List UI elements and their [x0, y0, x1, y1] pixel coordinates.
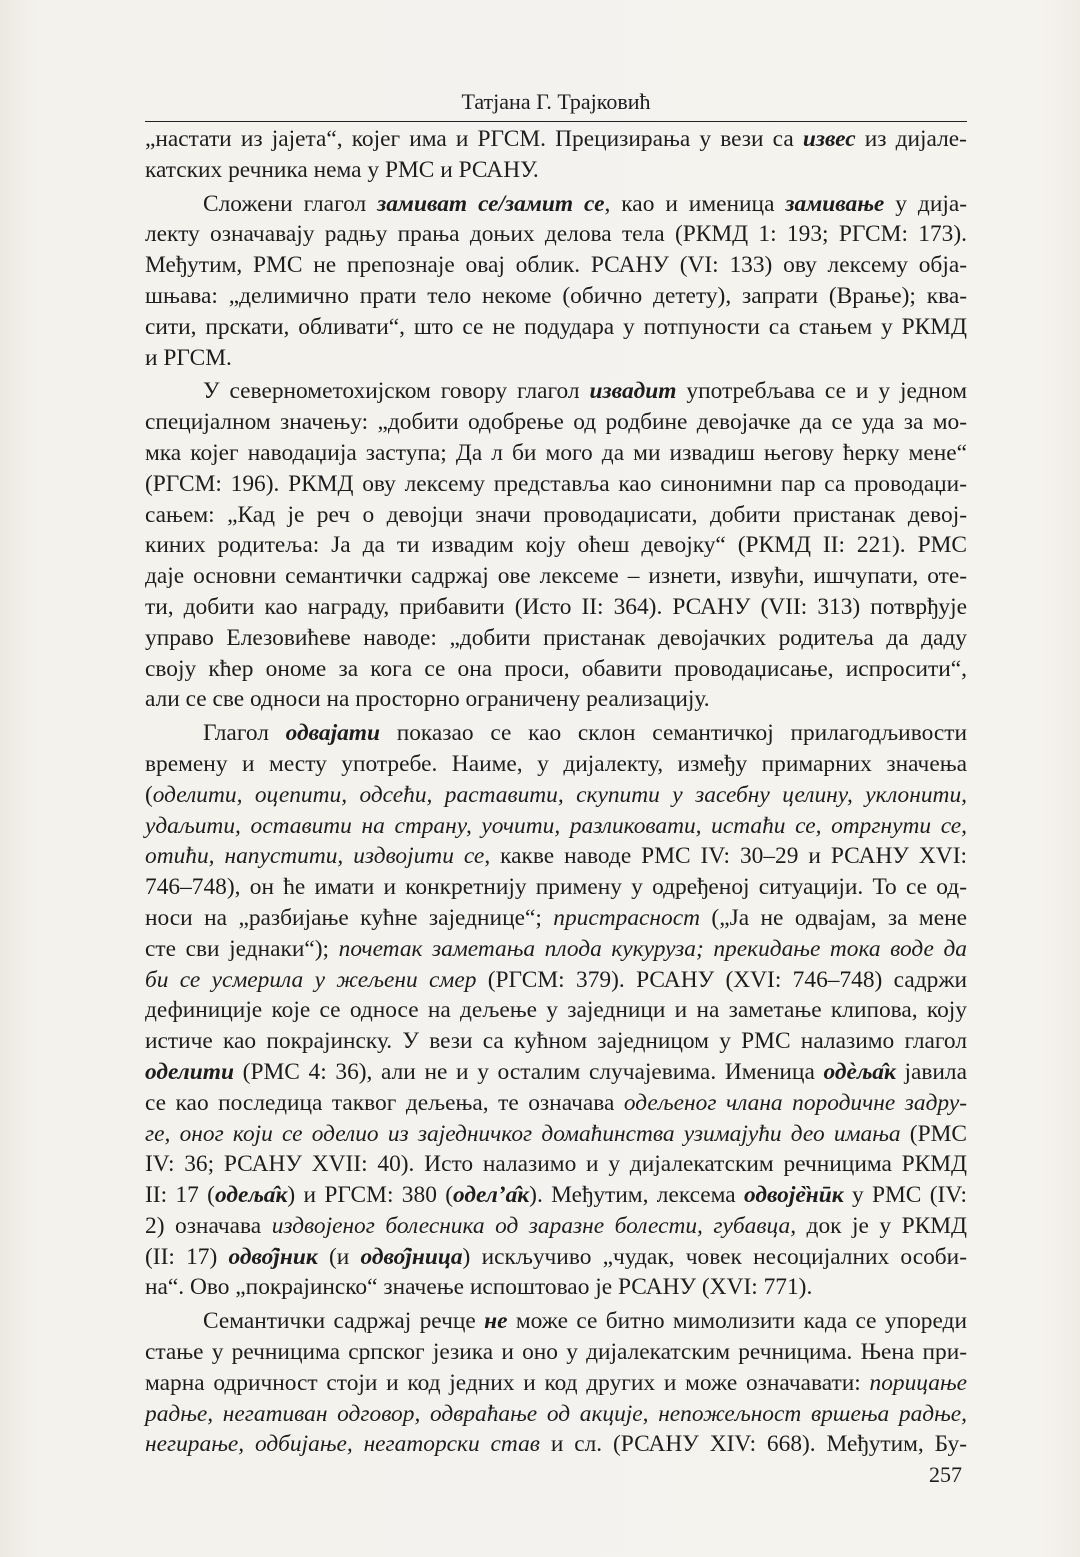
text-line: лекту означавају радњу прања доњих делова тела (РКМД 1: 193; РГСМ: 173). [145, 221, 967, 248]
text-line: (II: 17) одво̂јник (и одво̂јница) искључиво „чудак, човек несоцијалних особи- [145, 1243, 967, 1270]
text-line: Семантички садржај речце не може се битно мимолизити када се упореди [203, 1308, 967, 1335]
text-line: 746–748), он ће имати и конкретнију примену у одређеној ситуацији. То се од- [145, 874, 967, 901]
text-line: би се усмерила у жељени смер (РГСМ: 379). РСАНУ (XVI: 746–748) садржи [145, 966, 967, 993]
text-line: IV: 36; РСАНУ XVII: 40). Исто налазимо и у дијалекатским речницима РКМД [145, 1151, 967, 1178]
text-line: ге, оног који се оделио из заједничког домаћинства узимајући део имања (РМС [145, 1120, 967, 1147]
text-line: на“. Ово „покрајинско“ значење испоштовао је РСАНУ (XVI: 771). [145, 1274, 813, 1301]
page-number: 257 [929, 1462, 962, 1487]
text-line: сити, прскати, обливати“, што се не подудара у потпуности са стањем у РКМД [145, 313, 967, 340]
text-line: оделити (РМС 4: 36), али не и у осталим случајевима. Именица одѐља̂к јавила [145, 1058, 967, 1085]
text-line: У севернометохијском говору глагол извадит употребљава се и у једном [203, 378, 967, 405]
running-head-author: Татјана Г. Трајковић [461, 89, 651, 114]
text-line: се као последица таквог дељења, те означава одељеног члана породичне задру- [145, 1089, 967, 1116]
text-line: (РГСМ: 196). РКМД ову лексему представља као синонимни пар са проводаџи- [145, 470, 967, 497]
text-line: (оделити, оцепити, одсећи, раставити, скупити у засебну целину, уклонити, [145, 781, 967, 808]
text-line: управо Елезовићеве наводе: „добити пристанак девојачких родитеља да даду [145, 624, 967, 651]
text-line: дефиниције које се односе на дељење у заједници и на заметање клипова, коју [145, 997, 967, 1024]
text-line: и РГСМ. [145, 344, 232, 371]
text-line: носи на „разбијање кућне заједнице“; пристрасност („Ја не одвајам, за мене [145, 904, 967, 931]
header-rule [145, 121, 967, 122]
text-line: своју кћер ономе за кога се она проси, обавити проводаџисање, испросити“, [145, 655, 967, 682]
text-line: марна одричност стоји и код једних и код других и може означавати: порицање [145, 1369, 967, 1396]
text-line: шњава: „делимично прати тело некоме (обично детету), запрати (Врање); ква- [145, 282, 967, 309]
text-line: радње, негативан одговор, одвраћање од акције, непожељност вршења радње, [145, 1400, 967, 1427]
text-line: ти, добити као награду, прибавити (Исто II: 364). РСАНУ (VII: 313) потврђује [145, 593, 967, 620]
text-line: отићи, напустити, издвојити се, какве наводе РМС IV: 30–29 и РСАНУ XVI: [145, 843, 967, 870]
body-text [145, 124, 967, 1460]
text-line: II: 17 (одеља̂к) и РГСМ: 380 (одел’а̂к). Међутим, лексема одвоје̏нӣк у РМС (IV: [145, 1182, 967, 1209]
text-line: „настати из јајета“, којег има и РГСМ. Прецизирања у вези са извес из дијале- [145, 126, 967, 152]
text-line: времену и месту употребе. Наиме, у дијалекту, између примарних значења [145, 750, 967, 777]
text-line: киних родитеља: Ја да ти извадим коју оћеш девојку“ (РКМД II: 221). РМС [145, 532, 967, 559]
text-line: Глагол одвајати показао се као склон семантичкој прилагодљивости [203, 720, 967, 747]
text-line: али се све односи на просторно ограничену реализацију. [145, 686, 710, 713]
text-line: истиче као покрајинску. У вези са кућном заједницом у РМС налазимо глагол [145, 1028, 967, 1055]
text-line: даје основни семантички садржај ове лексеме – изнети, извући, ишчупати, оте- [145, 563, 967, 590]
text-line: катских речника нема у РМС и РСАНУ. [145, 156, 539, 183]
text-line: стање у речницима српског језика и оно у дијалекатским речницима. Њена при- [145, 1339, 967, 1366]
text-line: 2) означава издвојеног болесника од заразне болести, губавца, док је у РКМД [145, 1212, 968, 1239]
text-line: удаљити, оставити на страну, уочити, разликовати, истаћи се, отргнути се, [145, 812, 967, 839]
text-line: сте сви једнаки“); почетак заметања плода кукуруза; прекидање тока воде да [145, 935, 967, 962]
text-line: специјалном значењу: „добити одобрење од родбине девојачке да се уда за мо- [145, 409, 967, 436]
text-line: Сложени глагол замиват се/замит се, као и именица замивање у дија- [203, 190, 968, 217]
text-line: мка којег наводаџија заступа; Да л би мого да ми извадиш његову ћерку мене“ [145, 439, 967, 466]
text-line: Међутим, РМС не препознаје овај облик. РСАНУ (VI: 133) ову лексему обја- [145, 252, 967, 279]
text-line: негирање, одбијање, негаторски став и сл. (РСАНУ XIV: 668). Међутим, Бу- [145, 1431, 967, 1458]
text-line: сањем: „Кад је реч о девојци значи проводаџисати, добити пристанак девој- [145, 501, 967, 528]
